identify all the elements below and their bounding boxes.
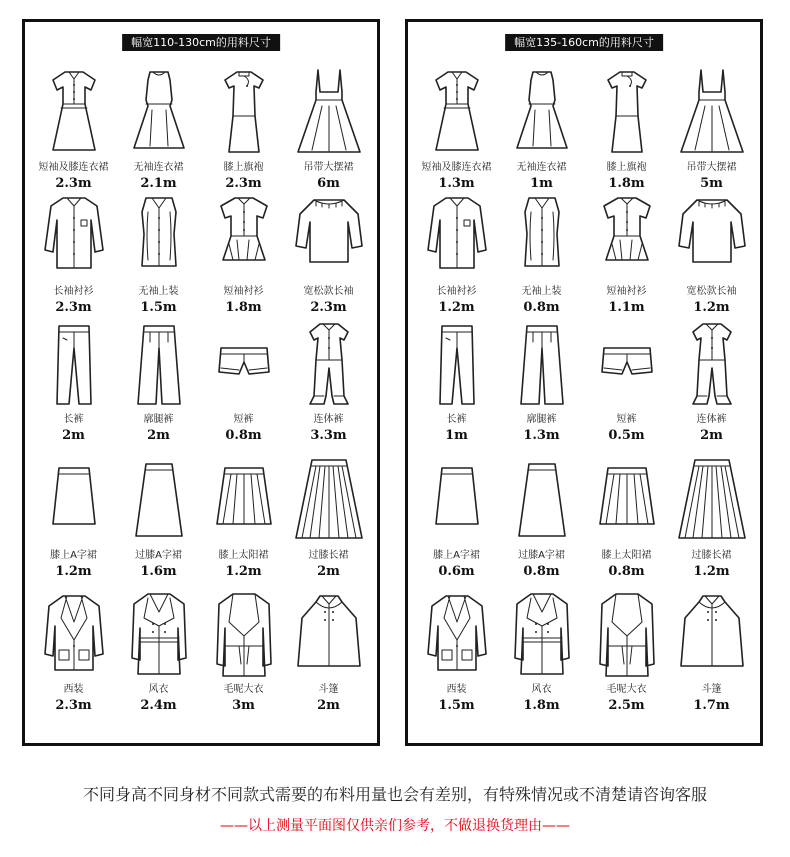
pleated-short-skirt-icon (590, 454, 664, 546)
fabric-amount: 0.6m (438, 564, 475, 579)
pleated-long-skirt-icon (292, 454, 366, 546)
trench-coat-icon (122, 588, 196, 680)
garment-item (499, 66, 584, 190)
slip-maxi-dress-icon (675, 66, 749, 158)
short-sleeve-knee-dress-icon (420, 66, 494, 158)
garment-name: 无袖连衣裙 (133, 162, 184, 173)
fabric-amount: 1.8m (523, 698, 560, 713)
wool-coat-icon (207, 588, 281, 680)
trousers-icon (37, 318, 111, 410)
slip-maxi-dress-icon (292, 66, 366, 158)
garment-name: 无袖上装 (521, 286, 562, 297)
garment-item (286, 454, 371, 588)
fabric-amount: 1.3m (523, 428, 560, 443)
garment-name: 宽松款长袖 (686, 286, 737, 297)
garment-name: 吊带大摆裙 (303, 162, 354, 173)
shorts-icon (207, 318, 281, 410)
garment-name: 风衣 (531, 684, 552, 695)
garment-item (584, 588, 669, 720)
garment-name: 风衣 (148, 684, 169, 695)
garment-name: 斗篷 (318, 684, 339, 695)
a-line-below-knee-skirt-icon (122, 454, 196, 546)
fabric-amount: 1.6m (140, 564, 177, 579)
garment-name: 膝上太阳裙 (218, 550, 269, 561)
garment-name: 廓腿裤 (526, 414, 557, 425)
garment-name: 连体裤 (313, 414, 344, 425)
fabric-amount: 1m (530, 176, 553, 191)
cape-icon (675, 588, 749, 680)
fabric-amount: 1.5m (438, 698, 475, 713)
garment-item (31, 66, 116, 190)
footer-disclaimer: ——以上测量平面图仅供亲们参考，不做退换货理由—— (220, 818, 570, 834)
fabric-amount: 2m (147, 428, 170, 443)
wide-leg-trousers-icon (505, 318, 579, 410)
jumpsuit-icon (675, 318, 749, 410)
garment-name: 过膝A字裙 (135, 550, 182, 561)
fabric-amount: 2m (317, 564, 340, 579)
fabric-amount: 2m (700, 428, 723, 443)
fabric-amount: 0.8m (523, 300, 560, 315)
fabric-amount: 1.8m (608, 176, 645, 191)
garment-name: 短袖衬衫 (606, 286, 647, 297)
garment-item (116, 318, 201, 454)
pleated-short-skirt-icon (207, 454, 281, 546)
a-line-above-knee-skirt-icon (420, 454, 494, 546)
qipao-icon (590, 66, 664, 158)
garment-name: 长裤 (446, 414, 467, 425)
fabric-amount: 2.3m (225, 176, 262, 191)
garment-name: 短袖衬衫 (223, 286, 264, 297)
fabric-amount: 1.3m (438, 176, 475, 191)
fabric-amount: 2.4m (140, 698, 177, 713)
garment-item (31, 318, 116, 454)
garment-item (584, 190, 669, 318)
garment-name: 无袖上装 (138, 286, 179, 297)
cape-icon (292, 588, 366, 680)
garment-name: 过膝长裙 (308, 550, 349, 561)
garment-item (286, 588, 371, 720)
wide-leg-trousers-icon (122, 318, 196, 410)
long-sleeve-shirt-icon (420, 190, 494, 282)
garment-name: 膝上太阳裙 (601, 550, 652, 561)
suit-jacket-icon (420, 588, 494, 680)
garment-item (116, 588, 201, 720)
wool-coat-icon (590, 588, 664, 680)
garment-item (286, 66, 371, 190)
garment-item (116, 190, 201, 318)
long-sleeve-shirt-icon (37, 190, 111, 282)
garment-grid (414, 66, 754, 720)
garment-item (669, 66, 754, 190)
garment-item (414, 66, 499, 190)
trousers-icon (420, 318, 494, 410)
fabric-amount: 1m (445, 428, 468, 443)
garment-item (584, 318, 669, 454)
garment-item (116, 454, 201, 588)
garment-name: 无袖连衣裙 (516, 162, 567, 173)
garment-name: 宽松款长袖 (303, 286, 354, 297)
garment-name: 膝上旗袍 (223, 162, 264, 173)
fabric-amount: 2.3m (55, 698, 92, 713)
fabric-amount: 1.2m (225, 564, 262, 579)
fabric-amount: 0.8m (523, 564, 560, 579)
fabric-amount: 1.2m (438, 300, 475, 315)
garment-name: 吊带大摆裙 (686, 162, 737, 173)
a-line-below-knee-skirt-icon (505, 454, 579, 546)
garment-name: 膝上旗袍 (606, 162, 647, 173)
suit-jacket-icon (37, 588, 111, 680)
garment-name: 长袖衬衫 (436, 286, 477, 297)
garment-name: 连体裤 (696, 414, 727, 425)
garment-item (669, 588, 754, 720)
garment-item (116, 66, 201, 190)
panel-title: 幅宽110-130cm的用料尺寸 (122, 34, 280, 51)
garment-item (499, 190, 584, 318)
fabric-amount: 1.8m (225, 300, 262, 315)
garment-item (201, 318, 286, 454)
garment-item (414, 588, 499, 720)
garment-name: 膝上A字裙 (433, 550, 480, 561)
garment-item (669, 454, 754, 588)
fabric-amount: 2m (62, 428, 85, 443)
garment-item (414, 318, 499, 454)
garment-name: 西装 (446, 684, 467, 695)
garment-name: 短袖及膝连衣裙 (421, 162, 492, 173)
garment-item (669, 190, 754, 318)
garment-item (201, 66, 286, 190)
fabric-amount: 1.2m (693, 564, 730, 579)
garment-name: 廓腿裤 (143, 414, 174, 425)
garment-name: 毛呢大衣 (606, 684, 647, 695)
sleeveless-top-icon (505, 190, 579, 282)
short-sleeve-blouse-icon (590, 190, 664, 282)
fabric-amount: 0.8m (608, 564, 645, 579)
garment-name: 西装 (63, 684, 84, 695)
short-sleeve-blouse-icon (207, 190, 281, 282)
garment-item (31, 588, 116, 720)
fabric-amount: 2.1m (140, 176, 177, 191)
garment-name: 短裤 (233, 414, 254, 425)
garment-item (414, 454, 499, 588)
garment-item (286, 190, 371, 318)
garment-item (201, 588, 286, 720)
fabric-amount: 5m (700, 176, 723, 191)
garment-item (201, 454, 286, 588)
garment-item (499, 454, 584, 588)
fabric-amount: 2.3m (310, 300, 347, 315)
sleeveless-top-icon (122, 190, 196, 282)
sleeveless-dress-icon (505, 66, 579, 158)
fabric-amount: 1.5m (140, 300, 177, 315)
garment-grid (31, 66, 371, 720)
fabric-amount: 1.2m (55, 564, 92, 579)
garment-item (201, 190, 286, 318)
fabric-amount: 6m (317, 176, 340, 191)
fabric-amount: 0.8m (225, 428, 262, 443)
a-line-above-knee-skirt-icon (37, 454, 111, 546)
garment-name: 斗篷 (701, 684, 722, 695)
loose-long-sleeve-top-icon (292, 190, 366, 282)
fabric-amount: 0.5m (608, 428, 645, 443)
fabric-amount: 1.1m (608, 300, 645, 315)
pleated-long-skirt-icon (675, 454, 749, 546)
garment-item (31, 190, 116, 318)
fabric-amount: 1.2m (693, 300, 730, 315)
fabric-amount: 3m (232, 698, 255, 713)
fabric-chart-panel-narrow (22, 19, 380, 746)
fabric-amount: 2.5m (608, 698, 645, 713)
garment-name: 过膝A字裙 (518, 550, 565, 561)
garment-name: 短裤 (616, 414, 637, 425)
garment-name: 膝上A字裙 (50, 550, 97, 561)
footer-note: 不同身高不同身材不同款式需要的布料用量也会有差别，有特殊情况或不清楚请咨询客服 (82, 785, 707, 804)
shorts-icon (590, 318, 664, 410)
garment-item (669, 318, 754, 454)
loose-long-sleeve-top-icon (675, 190, 749, 282)
garment-name: 毛呢大衣 (223, 684, 264, 695)
jumpsuit-icon (292, 318, 366, 410)
garment-name: 短袖及膝连衣裙 (38, 162, 109, 173)
short-sleeve-knee-dress-icon (37, 66, 111, 158)
garment-name: 长裤 (63, 414, 84, 425)
garment-item (499, 318, 584, 454)
garment-item (286, 318, 371, 454)
garment-item (499, 588, 584, 720)
fabric-chart-panel-wide (405, 19, 763, 746)
garment-item (31, 454, 116, 588)
garment-item (584, 454, 669, 588)
garment-name: 过膝长裙 (691, 550, 732, 561)
fabric-amount: 3.3m (310, 428, 347, 443)
sleeveless-dress-icon (122, 66, 196, 158)
garment-name: 长袖衬衫 (53, 286, 94, 297)
fabric-amount: 1.7m (693, 698, 730, 713)
fabric-amount: 2.3m (55, 300, 92, 315)
fabric-amount: 2.3m (55, 176, 92, 191)
trench-coat-icon (505, 588, 579, 680)
fabric-amount: 2m (317, 698, 340, 713)
panel-title: 幅宽135-160cm的用料尺寸 (505, 34, 663, 51)
qipao-icon (207, 66, 281, 158)
garment-item (414, 190, 499, 318)
garment-item (584, 66, 669, 190)
